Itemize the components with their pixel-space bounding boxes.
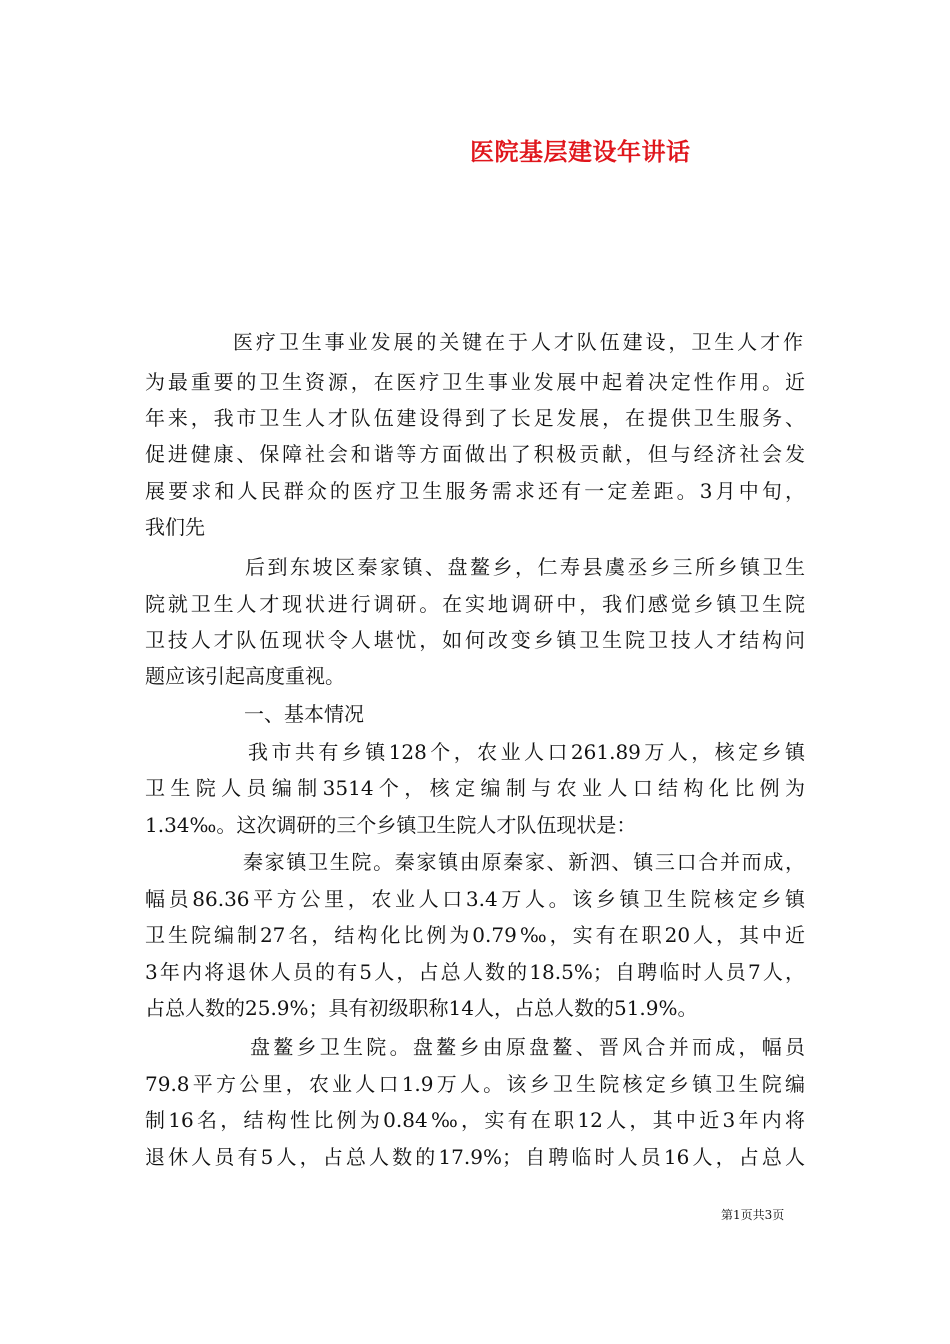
paragraph-line: 我们先 xyxy=(145,515,205,539)
page-number: 第1页共3页 xyxy=(721,1208,785,1222)
paragraph-line: 院就卫生人才现状进行调研。在实地调研中，我们感觉乡镇卫生院 xyxy=(145,592,805,616)
paragraph-line: 后到东坡区秦家镇、盘鳌乡，仁寿县虞丞乡三所乡镇卫生 xyxy=(245,555,805,579)
paragraph-line: 79.8平方公里，农业人口1.9万人。该乡卫生院核定乡镇卫生院编 xyxy=(145,1072,805,1096)
paragraph-line: 卫技人才队伍现状令人堪忧，如何改变乡镇卫生院卫技人才结构问 xyxy=(145,628,805,652)
paragraph-line: 制16名，结构性比例为0.84‰，实有在职12人，其中近3年内将 xyxy=(145,1108,805,1132)
paragraph-line: 退休人员有5人，占总人数的17.9%；自聘临时人员16人，占总人 xyxy=(145,1145,805,1169)
paragraph-line: 展要求和人民群众的医疗卫生服务需求还有一定差距。3月中旬， xyxy=(145,479,805,503)
section-heading: 一、基本情况 xyxy=(244,702,364,726)
paragraph-line: 医疗卫生事业发展的关键在于人才队伍建设，卫生人才作 xyxy=(233,330,803,354)
paragraph-line: 占总人数的25.9%；具有初级职称14人，占总人数的51.9%。 xyxy=(145,996,698,1020)
paragraph-line: 盘鳌乡卫生院。盘鳌乡由原盘鳌、晋风合并而成，幅员 xyxy=(250,1035,805,1059)
document-title: 医院基层建设年讲话 xyxy=(470,137,691,166)
paragraph-line: 我市共有乡镇128个，农业人口261.89万人，核定乡镇 xyxy=(248,740,805,764)
paragraph-line: 1.34‰。这次调研的三个乡镇卫生院人才队伍现状是： xyxy=(145,813,637,837)
paragraph-line: 卫生院人员编制3514个，核定编制与农业人口结构化比例为 xyxy=(145,776,805,800)
paragraph-line: 促进健康、保障社会和谐等方面做出了积极贡献，但与经济社会发 xyxy=(145,442,805,466)
paragraph-line: 3年内将退休人员的有5人，占总人数的18.5%；自聘临时人员7人， xyxy=(145,960,805,984)
paragraph-line: 年来，我市卫生人才队伍建设得到了长足发展，在提供卫生服务、 xyxy=(145,406,805,430)
paragraph-line: 幅员86.36平方公里，农业人口3.4万人。该乡镇卫生院核定乡镇 xyxy=(145,887,805,911)
paragraph-line: 为最重要的卫生资源，在医疗卫生事业发展中起着决定性作用。近 xyxy=(145,370,805,394)
paragraph-line: 卫生院编制27名，结构化比例为0.79‰，实有在职20人，其中近 xyxy=(145,923,805,947)
paragraph-line: 题应该引起高度重视。 xyxy=(145,664,345,688)
paragraph-line: 秦家镇卫生院。秦家镇由原秦家、新泗、镇三口合并而成， xyxy=(243,850,805,874)
